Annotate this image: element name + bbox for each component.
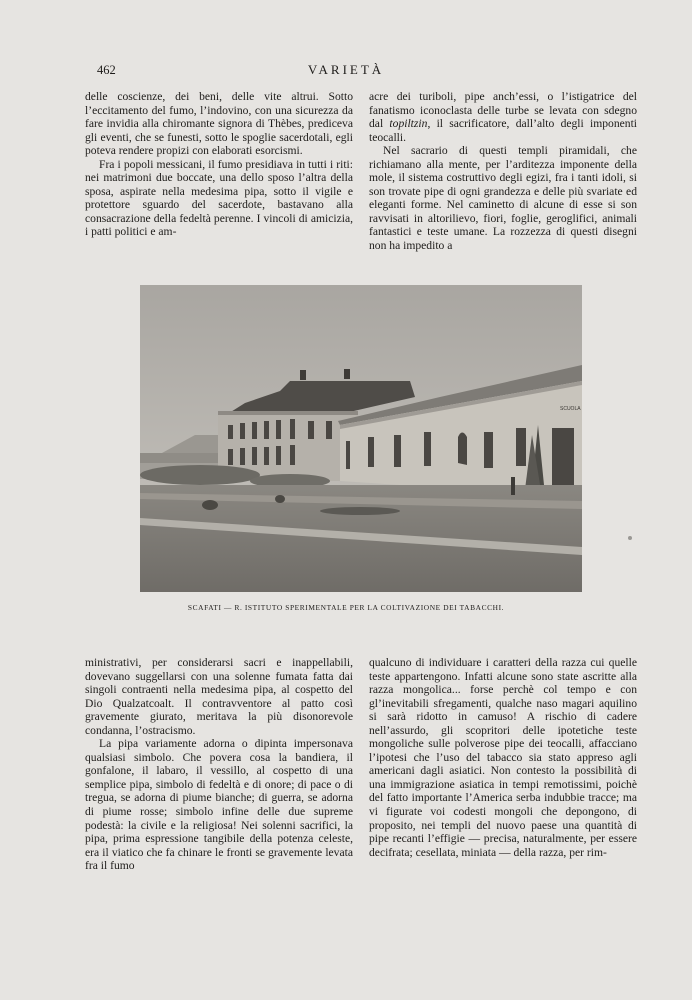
paragraph: Nel sacrario di questi templi piramidali, che richiamano alla mente, per l’arditezza imponente della mole, il sistema costruttivo degli egizi, fra i tanti idoli, si son trovate pipe di ogni grandezza e delle più svariate ed eleganti forme. Nel caminetto di alcune di esse si son ravvisati in altorilievo, fiori, foglie, geroglifici, animali fantastici e teste umane. La rozzezza di questi disegni non ha impedito a: [369, 144, 637, 253]
top-column-right: [369, 90, 637, 253]
running-title: VARIETÀ: [307, 62, 385, 77]
photograph: [140, 285, 582, 592]
paragraph: La pipa variamente adorna o dipinta impersonava qualsiasi simbolo. Che povera cosa la bandiera, il gonfalone, il labaro, il vessillo, al cospetto di una semplice pipa, simbolo di fedeltà e di onore; di pace o di tregua, se adorna di piume bianche; di guerra, se adorna di piume rosse; simbolo infine delle due supreme podestà: la civile e la religiosa! Nei solenni sacrifici, la pipa, prima espressione tangibile della potenza celeste, era il viatico che fa chinare le fronti se gravemente levata fra il fumo: [85, 737, 353, 873]
hedge: [140, 465, 260, 485]
sign-text: SCUOLA: [560, 406, 581, 412]
bottom-column-right: [369, 656, 637, 859]
bottom-column-left: [85, 656, 353, 873]
paragraph: delle coscienze, dei beni, delle vite altrui. Sotto l’eccitamento del fumo, l’indovino, con una sicurezza da fare invidia alla chiromante signora di Thèbes, prediceva gli eventi, che se funesti, sotto le spoglie sacerdotali, egli poteva rendere propizi con elaborati esorcismi.: [85, 90, 353, 158]
text-run: acre dei turiboli, pipe anch’essi, o l’istigatrice del fanatismo iconoclasta delle turbe se levata con sdegno dal: [369, 90, 637, 131]
italic-term: topiltzin: [389, 117, 428, 131]
top-column-left: [85, 90, 353, 239]
paragraph: Fra i popoli messicani, il fumo presidiava in tutti i riti: nei matrimoni due boccate, una dello sposo l’altra della sposa, aspirate nella medesima pipa, sotto il vigile e protettore sguardo del sacerdote, bastavano alla consacrazione della fedeltà perenne. I vincoli di amicizia, i patti politici e am-: [85, 157, 353, 239]
text-run: , il sacrificatore, dall’alto degli imponenti teocalli.: [369, 117, 638, 144]
paragraph: ministrativi, per considerarsi sacri e inappellabili, dovevano suggellarsi con una solenne fumata fatta dai singoli contraenti nella medesima pipa, al cospetto del Dio Qualzatcoalt. Il contravventore al patto così gravemente giurato, meritava la più disonorevole condanna, l’ostracismo.: [85, 656, 353, 737]
page-speck: [628, 536, 632, 540]
paragraph: qualcuno di individuare i caratteri della razza cui quelle teste appartengono. Infatti alcune sono state ascritte alla razza mongolica... forse perchè col tempo e con gl’inevitabili sfregamenti, qualche naso magari aquilino si sarà ridotto in camuso! A rischio di cadere nell’assurdo, gli scopritori delle ipotetiche teste mongoliche sulle polverose pipe dei teocalli, affacciano l’ipotesi che l’uso del tabacco sia stato appreso agli americani dagli asiatici. Non contesto la possibilità di una immigrazione asiatica in tempi remotissimi, poichè del fatto importante l’America serba indubbie tracce; ma vi figurate voi codesti mongoli che depongono, di proposito, nei templi del nuovo paese una quantità di pipe recanti l’effigie — precisa, naturalmente, per essere decifrata; cesellata, miniata — della razza, per rim-: [369, 656, 637, 859]
figure-caption: SCAFATI — R. ISTITUTO SPERIMENTALE PER LA COLTIVAZIONE DEI TABACCHI.: [187, 603, 505, 612]
photo-illustration: [140, 285, 582, 592]
page-number: 462: [97, 63, 116, 77]
figure-person: [511, 477, 515, 495]
paragraph: [369, 90, 637, 144]
